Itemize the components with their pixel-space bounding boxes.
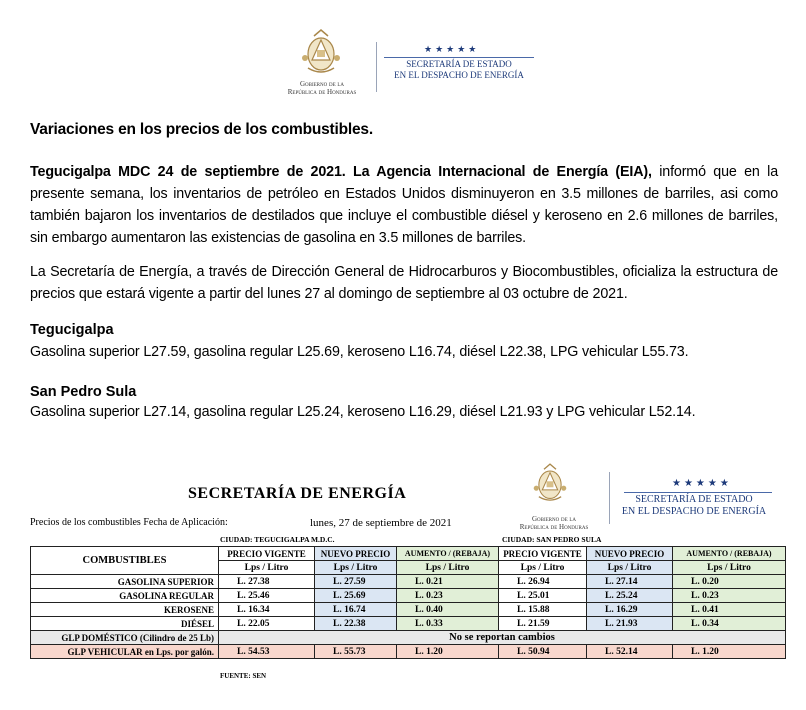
secretaria-label: SECRETARÍA DE ESTADO EN EL DESPACHO DE ENERGÍA — [394, 59, 524, 80]
header-vigente-tgu: PRECIO VIGENTE — [219, 547, 315, 561]
cell-value: L. 25.24 — [587, 589, 673, 603]
fuel-price-table — [30, 546, 786, 659]
cell-value: L. 0.41 — [673, 603, 786, 617]
glp-vehicular-row — [31, 645, 786, 659]
city-sps-prices: Gasolina superior L27.14, gasolina regular L25.24, keroseno L16.29, diésel L21.93 y LPG vehicular L52.14. — [30, 404, 696, 420]
cell-value: L. 25.46 — [219, 589, 315, 603]
city-sps-heading: San Pedro Sula — [30, 384, 137, 400]
cell-value: L. 21.59 — [499, 617, 587, 631]
cell-value: L. 26.94 — [499, 575, 587, 589]
cell-value: L. 25.01 — [499, 589, 587, 603]
fecha-value: lunes, 27 de septiembre de 2021 — [310, 517, 452, 529]
cell-value: L. 22.05 — [219, 617, 315, 631]
header-vigente-sps: PRECIO VIGENTE — [499, 547, 587, 561]
unit-cell: Lps / Litro — [397, 561, 499, 575]
unit-cell: Lps / Litro — [587, 561, 673, 575]
cell-value: L. 27.14 — [587, 575, 673, 589]
cell-value: L. 1.20 — [397, 645, 499, 659]
gov-label-small: Gobierno de la República de Honduras — [519, 515, 589, 531]
cell-value: L. 0.33 — [397, 617, 499, 631]
cell-value: L. 22.38 — [315, 617, 397, 631]
unit-cell: Lps / Litro — [219, 561, 315, 575]
cell-value: L. 27.59 — [315, 575, 397, 589]
row-label: DIÉSEL — [31, 617, 219, 631]
row-label: GASOLINA SUPERIOR — [31, 575, 219, 589]
table-title: SECRETARÍA DE ENERGÍA — [188, 485, 407, 502]
unit-cell: Lps / Litro — [673, 561, 786, 575]
table-header-row — [31, 547, 786, 561]
fuente-label: FUENTE: SEN — [220, 672, 267, 680]
row-label: GLP DOMÉSTICO (Cilindro de 25 Lb) — [31, 631, 219, 645]
row-label: GLP VEHICULAR en Lps. por galón. — [31, 645, 219, 659]
cell-value: L. 15.88 — [499, 603, 587, 617]
city-tgu-label: CIUDAD: TEGUCIGALPA M.D.C. — [220, 535, 335, 544]
city-tegucigalpa-prices: Gasolina superior L27.59, gasolina regular L25.69, keroseno L16.74, diésel L22.38, LPG vehicular L55.73. — [30, 344, 689, 360]
stars-icon: ★★★★★ — [672, 478, 732, 489]
header-combustibles: COMBUSTIBLES — [31, 547, 219, 575]
row-label: KEROSENE — [31, 603, 219, 617]
cell-value: L. 27.38 — [219, 575, 315, 589]
article-title: Variaciones en los precios de los combustibles. — [30, 121, 373, 138]
header-nuevo-tgu: NUEVO PRECIO — [315, 547, 397, 561]
table-row — [31, 575, 786, 589]
paragraph-2: La Secretaría de Energía, a través de Dirección General de Hidrocarburos y Biocombustibles, oficializa la estructura de precios que estará vigente a partir del lunes 27 al domingo de septiembre al 03 octubre de 2021. — [30, 264, 778, 302]
glp-domestico-value: No se reportan cambios — [219, 631, 786, 645]
header-nuevo-sps: NUEVO PRECIO — [587, 547, 673, 561]
gov-label: Gobierno de la República de Honduras — [287, 80, 357, 96]
stars-icon: ★★★★★ — [424, 44, 480, 54]
table-row — [31, 589, 786, 603]
cell-value: L. 54.53 — [219, 645, 315, 659]
cell-value: L. 0.23 — [397, 589, 499, 603]
header-aumento-sps: AUMENTO / (REBAJA) — [673, 547, 786, 561]
cell-value: L. 0.20 — [673, 575, 786, 589]
honduras-emblem-icon — [532, 462, 568, 504]
cell-value: L. 0.40 — [397, 603, 499, 617]
paragraph-1: Tegucigalpa MDC 24 de septiembre de 2021. La Agencia Internacional de Energía (EIA), informó que en la presente semana, los inventarios de petróleo en Estados Unidos disminuyeron en 3.5 millones de barriles, asi como también bajaron los inventarios de destilados que incluye el combustible diésel y keroseno en 2.6 millones de barriles, sin embargo aumentaron las existencias de gasolina en 3.5 millones de barriles. — [30, 164, 778, 246]
fecha-label: Precios de los combustibles Fecha de Aplicación: — [30, 517, 228, 528]
city-sps-label: CIUDAD: SAN PEDRO SULA — [502, 535, 602, 544]
city-tegucigalpa-heading: Tegucigalpa — [30, 322, 114, 338]
table-row — [31, 617, 786, 631]
honduras-emblem-icon — [300, 28, 342, 76]
secretaria-label-small: SECRETARÍA DE ESTADO EN EL DESPACHO DE ENERGÍA — [621, 494, 767, 517]
table-row — [31, 603, 786, 617]
row-label: GASOLINA REGULAR — [31, 589, 219, 603]
cell-value: L. 52.14 — [587, 645, 673, 659]
cell-value: L. 55.73 — [315, 645, 397, 659]
header-aumento-tgu: AUMENTO / (REBAJA) — [397, 547, 499, 561]
cell-value: L. 0.21 — [397, 575, 499, 589]
unit-cell: Lps / Litro — [315, 561, 397, 575]
cell-value: L. 16.34 — [219, 603, 315, 617]
glp-domestico-row — [31, 631, 786, 645]
cell-value: L. 50.94 — [499, 645, 587, 659]
cell-value: L. 16.74 — [315, 603, 397, 617]
cell-value: L. 25.69 — [315, 589, 397, 603]
unit-cell: Lps / Litro — [499, 561, 587, 575]
cell-value: L. 1.20 — [673, 645, 786, 659]
cell-value: L. 16.29 — [587, 603, 673, 617]
cell-value: L. 0.34 — [673, 617, 786, 631]
cell-value: L. 21.93 — [587, 617, 673, 631]
cell-value: L. 0.23 — [673, 589, 786, 603]
